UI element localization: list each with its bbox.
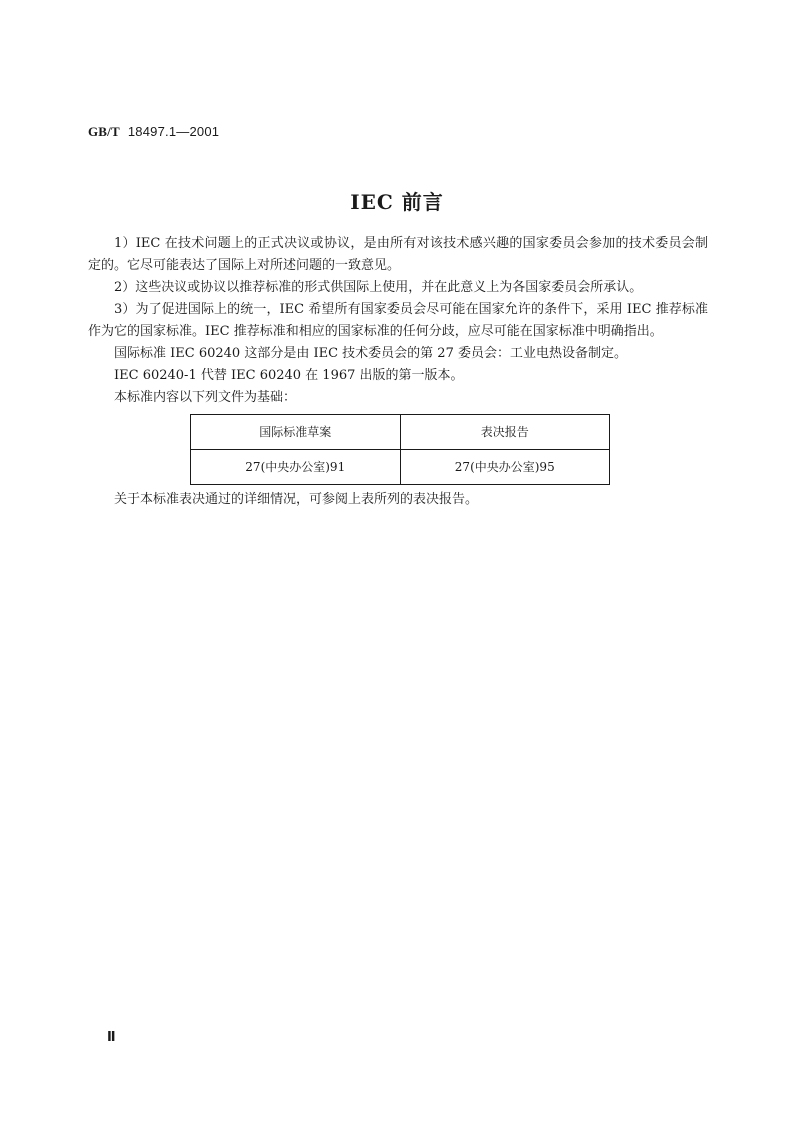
paragraph-6: 本标准内容以下列文件为基础：: [114, 390, 297, 405]
voting-documents-table: [190, 414, 610, 485]
document-body: [88, 233, 708, 511]
paragraph-2: 2）这些决议或协议以推荐标准的形式供国际上使用，并在此意义上为各国家委员会所承认。: [114, 280, 643, 295]
paragraph-5: IEC 60240-1 代替 IEC 60240 在 1967 出版的第一版本。: [114, 368, 464, 383]
table-header-cell: 国际标准草案: [191, 415, 401, 450]
table-header-row: [191, 415, 610, 450]
closing-paragraph: 关于本标准表决通过的详细情况，可参阅上表所列的表决报告。: [114, 492, 479, 507]
table-header-cell: 表决报告: [400, 415, 610, 450]
standard-identifier: [88, 124, 219, 140]
page-title: IEC 前言: [350, 190, 444, 214]
table-cell: 27(中央办公室)91: [191, 450, 401, 485]
standard-number: 18497.1—2001: [127, 124, 220, 139]
paragraph-4: 国际标准 IEC 60240 这部分是由 IEC 技术委员会的第 27 委员会：工业电热设备制定。: [114, 346, 627, 361]
page-number: Ⅱ: [107, 1030, 116, 1045]
paragraph-3: 3）为了促进国际上的统一，IEC 希望所有国家委员会尽可能在国家允许的条件下，采用 IEC 推荐标准作为它的国家标准。IEC 推荐标准和相应的国家标准的任何分歧，应尽可能在国家标准中明确指出。: [88, 302, 708, 339]
table-row: [191, 450, 610, 485]
standard-prefix: GB/T: [88, 124, 120, 139]
paragraph-1: 1）IEC 在技术问题上的正式决议或协议，是由所有对该技术感兴趣的国家委员会参加的技术委员会制定的。它尽可能表达了国际上对所述问题的一致意见。: [88, 236, 708, 273]
table-cell: 27(中央办公室)95: [400, 450, 610, 485]
